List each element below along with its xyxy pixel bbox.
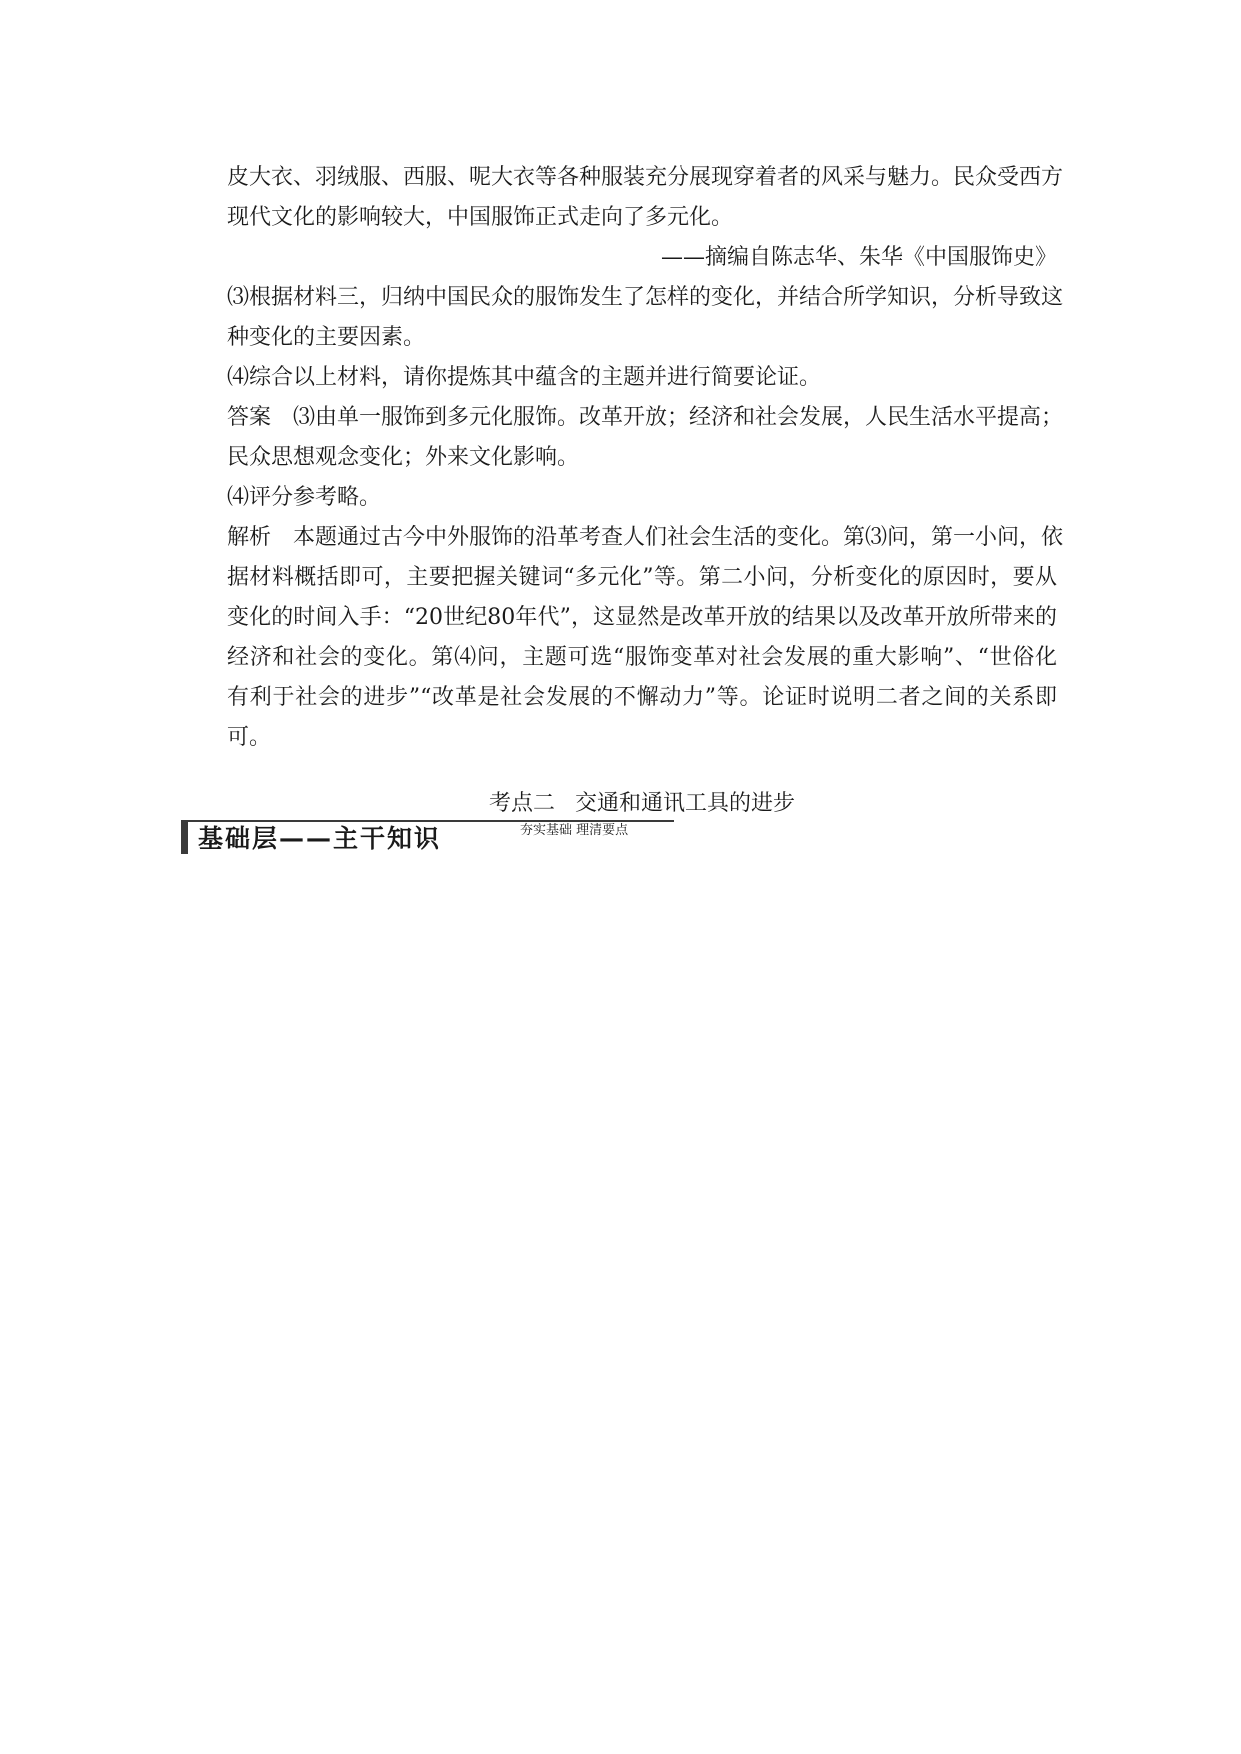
- analysis-text-1: 本题通过古今中外服饰的沿革考查人们社会生活的变化。第⑶问，第一小问，依: [293, 525, 1064, 550]
- analysis-line-2: 据材料概括即可，主要把握关键词“多元化”等。第二小问，分析变化的原因时，要从: [227, 565, 1057, 590]
- answer-line-1: [227, 398, 1064, 438]
- analysis-line-4: 经济和社会的变化。第⑷问，主题可选“服饰变革对社会发展的重大影响”、“世俗化: [227, 645, 1057, 670]
- answer-line-2: 民众思想观念变化；外来文化影响。: [227, 445, 580, 470]
- layer-tagline: 夯实基础 理清要点: [520, 823, 629, 838]
- section-number: 考点二: [488, 791, 555, 816]
- section-title: [227, 789, 1057, 819]
- question-3-line-1: ⑶根据材料三，归纳中国民众的服饰发生了怎样的变化，并结合所学知识，分析导致这: [227, 285, 1064, 310]
- answer-label: 答案: [227, 405, 272, 430]
- document-body: [227, 158, 1064, 758]
- question-4: ⑷综合以上材料，请你提炼其中蕴含的主题并进行简要论证。: [227, 365, 822, 390]
- analysis-label: 解析: [227, 525, 272, 550]
- material-line-1: 皮大衣、羽绒服、西服、呢大衣等各种服装充分展现穿着者的风采与魅力。民众受西方: [227, 165, 1064, 190]
- material-source: ——摘编自陈志华、朱华《中国服饰史》: [660, 245, 1057, 270]
- answer-text-1: ⑶由单一服饰到多元化服饰。改革开放；经济和社会发展，人民生活水平提高；: [293, 405, 1064, 430]
- analysis-line-1: [227, 518, 1064, 558]
- layer-heading: 基础层——主干知识: [198, 824, 442, 853]
- answer-line-3: ⑷评分参考略。: [227, 485, 382, 510]
- analysis-line-6: 可。: [227, 725, 272, 750]
- analysis-line-3: 变化的时间入手：“20世纪80年代”，这显然是改革开放的结果以及改革开放所带来的: [227, 605, 1057, 630]
- material-line-2: 现代文化的影响较大，中国服饰正式走向了多元化。: [227, 205, 734, 230]
- analysis-line-5: 有利于社会的进步”“改革是社会发展的不懈动力”等。论证时说明二者之间的关系即: [227, 685, 1057, 710]
- question-3-line-2: 种变化的主要因素。: [227, 325, 426, 350]
- section-name: 交通和通讯工具的进步: [575, 791, 796, 816]
- layer-accent-bar: [181, 820, 188, 854]
